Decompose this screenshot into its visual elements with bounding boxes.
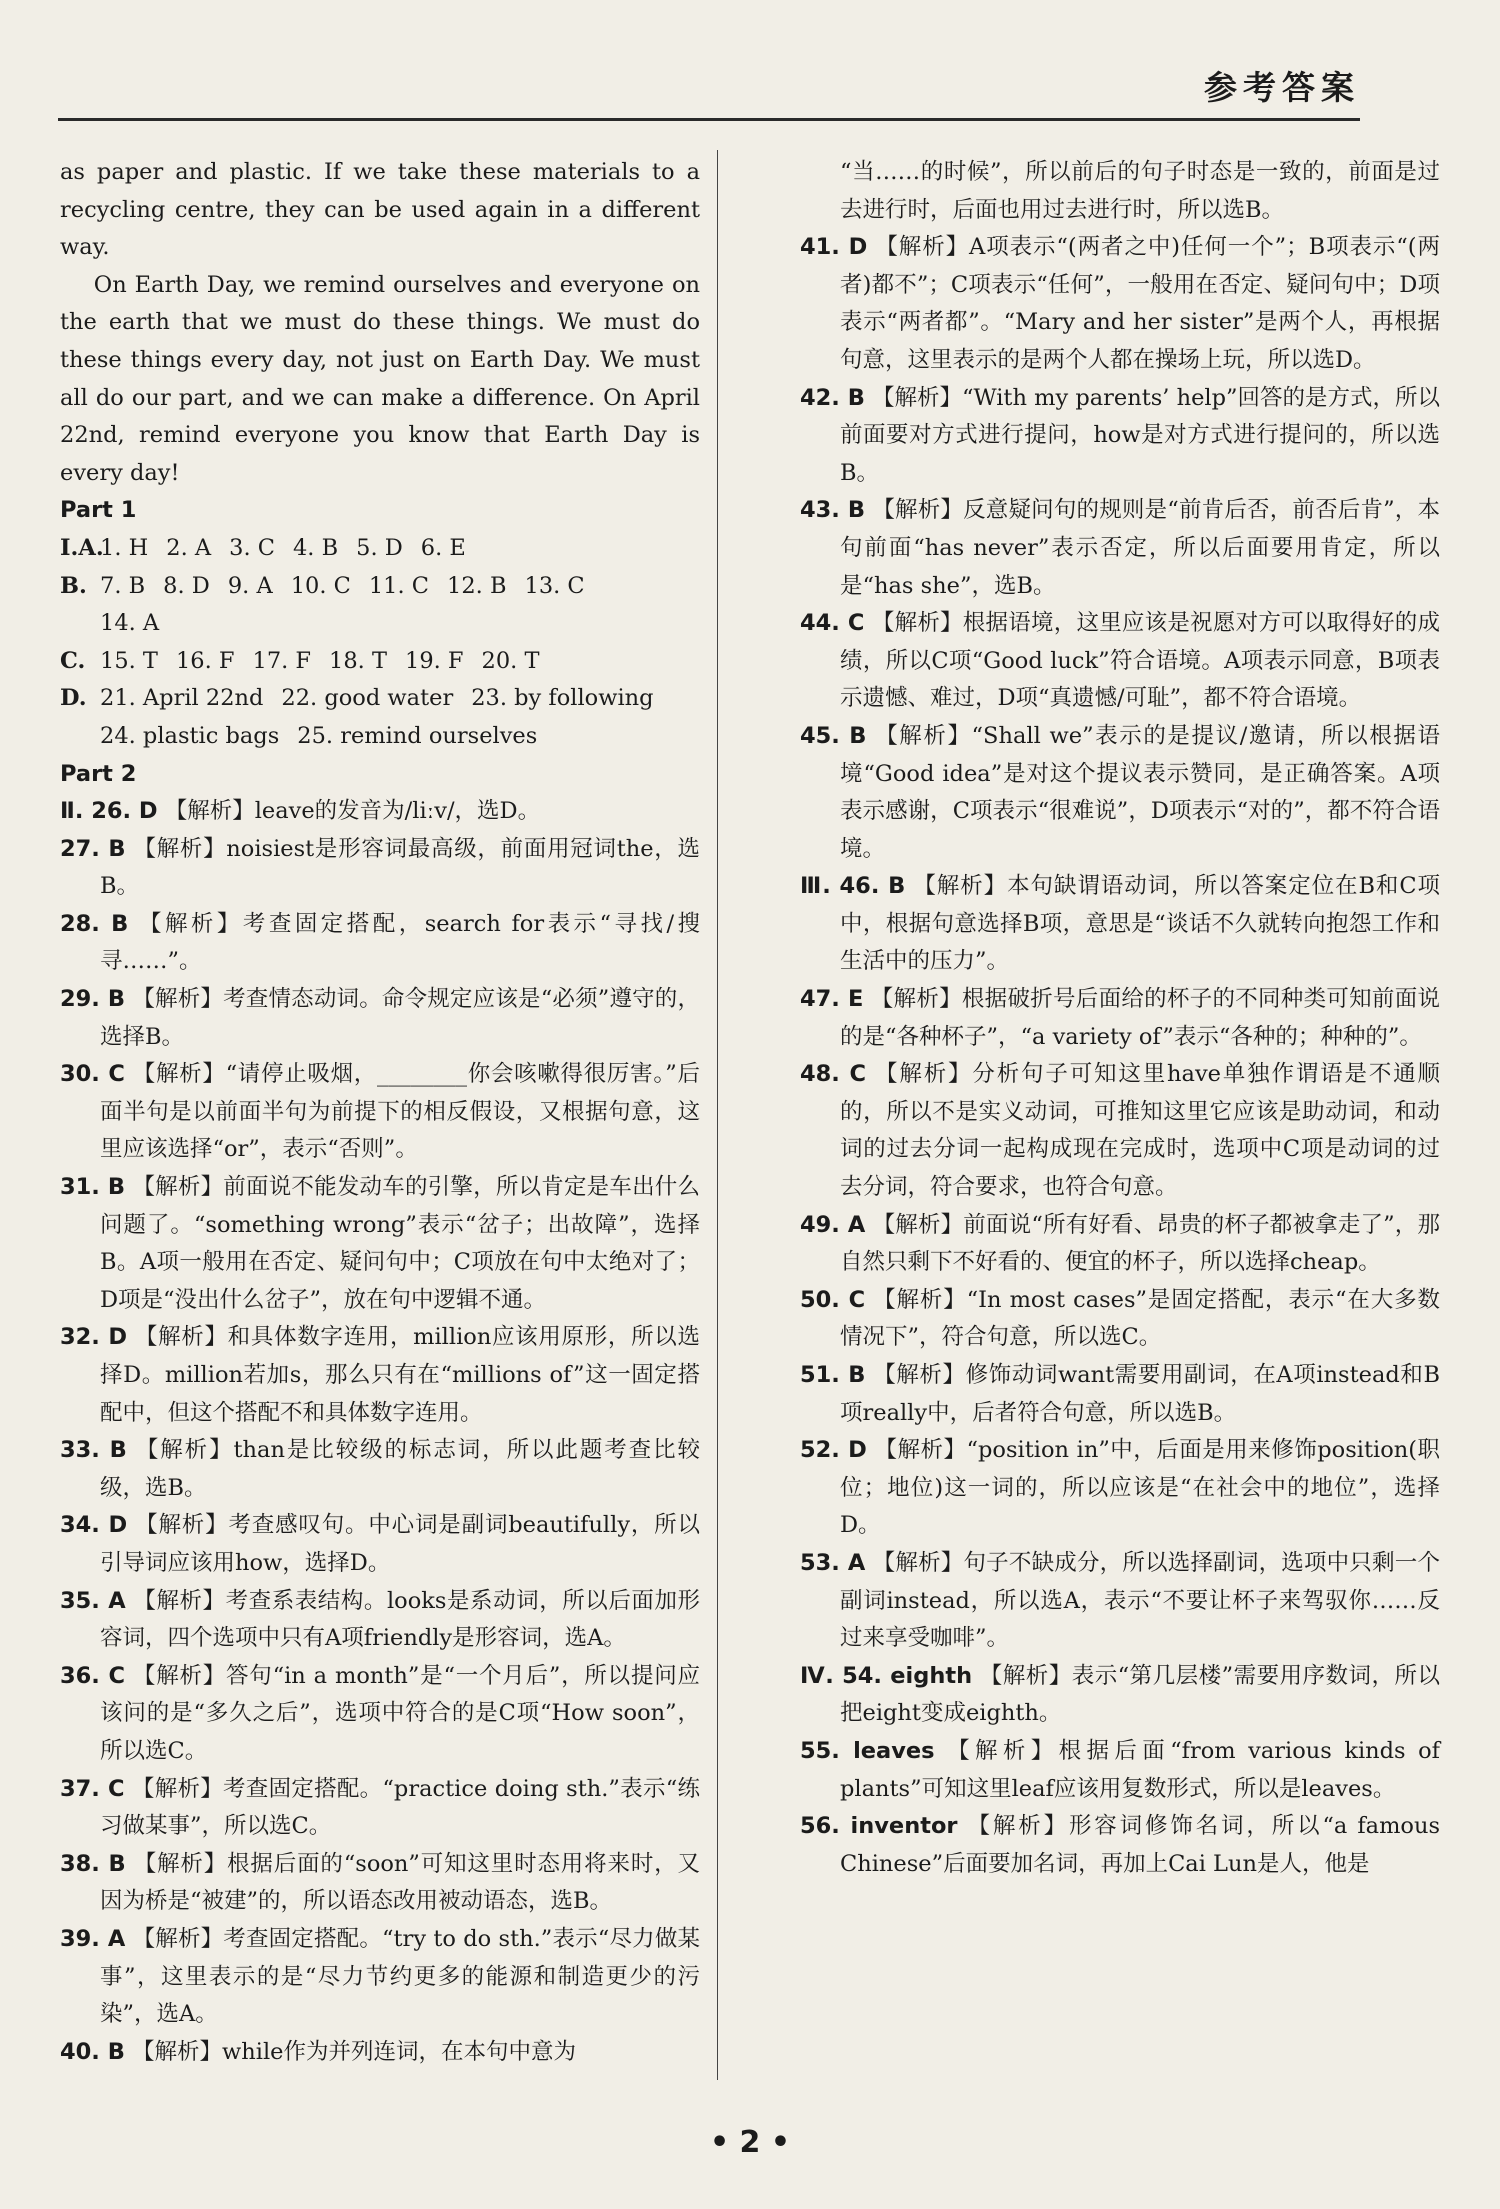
explanation-text: 【解析】反意疑问句的规则是“前肯后否，前否后肯”，本句前面“has never”表示否定，所以后面要用肯定，所以是“has she”，选B。 <box>840 497 1440 599</box>
section-label: C. <box>60 647 86 674</box>
explanation-text: 【解析】考查系表结构。looks是系动词，所以后面加形容词，四个选项中只有A项friendly是形容词，选A。 <box>100 1587 701 1652</box>
explanation-item <box>60 1169 700 1319</box>
left-column <box>60 154 700 2071</box>
explanation-text: 【解析】leave的发音为/liːv/，选D。 <box>164 798 541 825</box>
explanation-text: 【解析】“Shall we”表示的是提议/邀请，所以根据语境“Good idea”是对这个提议表示赞同，是正确答案。A项表示感谢，C项表示“很难说”，D项表示“对的”，都不符合语境。 <box>840 722 1441 862</box>
explanation-item <box>800 1658 1440 1733</box>
explanation-text: 【解析】修饰动词want需要用副词，在A项instead和B项really中，后者符合句意，所以选B。 <box>840 1362 1440 1426</box>
answer-cell: 16. F <box>175 647 235 674</box>
explanation-text: 【解析】考查感叹句。中心词是副词beautifully，所以引导词应该用how，选择D。 <box>100 1512 700 1576</box>
explanation-item <box>800 1282 1440 1357</box>
explanation-text: 【解析】本句缺谓语动词，所以答案定位在B和C项中，根据句意选择B项，意思是“谈话不久就转向抱怨工作和生活中的压力”。 <box>840 873 1440 975</box>
answer-cell: 9. A <box>227 572 273 599</box>
explanation-text: 【解析】“In most cases”是固定搭配，表示“在大多数情况下”，符合句意，所以选C。 <box>840 1286 1440 1351</box>
answer-cell: 6. E <box>420 534 466 561</box>
answer-row <box>60 680 700 718</box>
explanation-item <box>800 1432 1440 1545</box>
explanation-item <box>60 1507 700 1582</box>
explanation-text: 【解析】考查情态动词。命令规定应该是“必须”遵守的，选择B。 <box>100 986 700 1050</box>
answer-cell: 14. A <box>100 610 160 637</box>
answer-cell: 21. April 22nd <box>100 685 264 712</box>
explanation-item <box>800 1808 1440 1883</box>
explanation-item <box>60 1658 700 1771</box>
question-number: 45. B <box>800 722 867 749</box>
answer-cell: 3. C <box>229 534 275 561</box>
explanation-item <box>60 1583 700 1658</box>
explanation-text: 【解析】A项表示“(两者之中)任何一个”；B项表示“(两者)都不”；C项表示“任何”，一般用在否定、疑问句中；D项表示“两者都”。“Mary and her sister”是两个人，再根据句意，这里表示的是两个人都在操场上玩，所以选D。 <box>840 234 1441 373</box>
explanation-text: 【解析】答句“in a month”是“一个月后”，所以提问应该问的是“多久之后”，选项中符合的是C项“How soon”，所以选C。 <box>100 1662 700 1764</box>
question-number: 30. C <box>60 1061 125 1088</box>
answer-row <box>60 643 700 681</box>
explanation-item <box>60 831 700 906</box>
answer-cell: 11. C <box>368 572 430 599</box>
explanation-list <box>60 793 700 2071</box>
explanation-text: 【解析】根据后面的“soon”可知这里时态用将来时，又因为桥是“被建”的，所以语态改用被动语态，选B。 <box>100 1850 700 1915</box>
answer-row <box>60 605 700 643</box>
question-number: 29. B <box>60 986 126 1013</box>
header-rule <box>58 118 1360 121</box>
explanation-item <box>800 1357 1440 1432</box>
explanation-item <box>60 1771 700 1846</box>
answer-cell: 23. by following <box>471 685 654 712</box>
explanation-item <box>60 981 700 1056</box>
question-number: 36. C <box>60 1662 125 1689</box>
column-divider <box>717 150 718 2080</box>
question-number: 53. A <box>800 1549 866 1576</box>
answer-cell: 10. C <box>290 572 351 599</box>
explanation-item <box>800 380 1440 493</box>
explanation-text: 【解析】前面说“所有好看、昂贵的杯子都被拿走了”，那自然只剩下不好看的、便宜的杯子，所以选择cheap。 <box>840 1211 1440 1276</box>
part-heading: Part 1 <box>60 497 137 524</box>
answer-row <box>60 568 700 606</box>
explanation-item <box>800 492 1440 605</box>
question-number: 50. C <box>800 1286 866 1313</box>
explanation-item <box>60 1846 700 1921</box>
question-number: 47. E <box>800 986 864 1013</box>
question-number: 37. C <box>60 1775 125 1802</box>
explanation-text: 【解析】表示“第几层楼”需要用序数词，所以把eight变成eighth。 <box>840 1662 1440 1727</box>
question-number: 41. D <box>800 234 868 261</box>
explanation-text: 【解析】根据后面“from various kinds of plants”可知这里leaf应该用复数形式，所以是leaves。 <box>840 1737 1441 1802</box>
question-number: 33. B <box>60 1437 127 1464</box>
question-number: Ⅳ. 54. eighth <box>800 1662 973 1689</box>
explanation-text: 【解析】根据语境，这里应该是祝愿对方可以取得好的成绩，所以C项“Good luck”符合语境。A项表示同意，B项表示遗憾、难过，D项“真遗憾/可耻”，都不符合语境。 <box>840 610 1440 712</box>
answer-cell: 12. B <box>447 572 507 599</box>
section-label <box>60 605 100 643</box>
question-number: 27. B <box>60 835 126 862</box>
question-number: 34. D <box>60 1512 128 1539</box>
answer-cell: 2. A <box>166 534 212 561</box>
question-number: 49. A <box>800 1211 866 1238</box>
explanation-text: 【解析】“With my parents’ help”回答的是方式，所以前面要对方式进行提问，how是对方式进行提问的，所以选B。 <box>840 384 1440 486</box>
explanation-list <box>800 154 1440 1883</box>
answer-row <box>60 718 700 756</box>
explanation-item <box>60 793 700 831</box>
answer-cell: 8. D <box>163 572 210 599</box>
explanation-item <box>60 906 700 981</box>
explanation-item <box>60 1432 700 1507</box>
answer-cell: 5. D <box>356 534 403 561</box>
explanation-item <box>800 154 1440 229</box>
explanation-text: 【解析】句子不缺成分，所以选择副词，选项中只剩一个副词instead，所以选A，表示“不要让杯子来驾驭你……反过来享受咖啡”。 <box>840 1549 1440 1652</box>
explanation-text: 【解析】分析句子可知这里have单独作谓语是不通顺的，所以不是实义动词，可推知这里它应该是助动词，和动词的过去分词一起构成现在完成时，选项中C项是动词的过去分词，符合要求，也符合句意。 <box>840 1061 1440 1201</box>
question-number: 48. C <box>800 1061 867 1088</box>
question-number: 42. B <box>800 384 865 411</box>
part-heading: Part 2 <box>60 760 137 787</box>
explanation-item <box>800 605 1440 718</box>
question-number: 40. B <box>60 2038 125 2065</box>
answer-cell: 15. T <box>100 647 158 674</box>
answer-cell: 19. F <box>405 647 464 674</box>
explanation-item <box>60 1921 700 2034</box>
question-number: 44. C <box>800 610 865 637</box>
answer-cell: 25. remind ourselves <box>297 722 538 749</box>
explanation-text: 【解析】考查固定搭配，search for表示“寻找/搜寻……”。 <box>100 910 701 975</box>
explanation-item <box>60 2034 700 2072</box>
explanation-text: 【解析】考查固定搭配。“practice doing sth.”表示“练习做某事”，所以选C。 <box>100 1775 700 1840</box>
explanation-text: 【解析】根据破折号后面给的杯子的不同种类可知前面说的是“各种杯子”，“a variety of”表示“各种的；种种的”。 <box>840 986 1440 1050</box>
explanation-item <box>800 229 1440 379</box>
answer-cell: 18. T <box>329 647 387 674</box>
question-number: Ⅱ. 26. D <box>60 798 158 825</box>
explanation-text: 【解析】前面说不能发动车的引擎，所以肯定是车出什么问题了。“something wrong”表示“岔子；出故障”，选择B。A项一般用在否定、疑问句中；C项放在句中太绝对了；D项是“没出什么岔子”，放在句中逻辑不通。 <box>100 1174 701 1313</box>
answer-row <box>60 530 700 568</box>
question-number: 35. A <box>60 1587 126 1614</box>
explanation-item <box>800 1545 1440 1658</box>
explanation-text: 【解析】考查固定搭配。“try to do sth.”表示“尽力做某事”，这里表示的是“尽力节约更多的能源和制造更少的污染”，选A。 <box>100 1925 700 2028</box>
passage-paragraph: On Earth Day, we remind ourselves and everyone on the earth that we must do these things. We must do these things every day, not just on Earth Day. We must all do our part, and we can make a difference. On April 22nd, remind everyone you know that Earth Day is every day! <box>60 271 700 486</box>
section-label: Ⅰ.A. <box>60 534 104 561</box>
explanation-text: 【解析】than是比较级的标志词，所以此题考查比较级，选B。 <box>100 1437 700 1501</box>
section-label: B. <box>60 572 87 599</box>
question-number: 39. A <box>60 1925 126 1952</box>
passage-paragraph: as paper and plastic. If we take these materials to a recycling centre, they can be used again in a different way. <box>60 159 700 261</box>
answer-cell: 24. plastic bags <box>100 722 280 749</box>
section-label: D. <box>60 685 87 712</box>
explanation-item <box>800 981 1440 1056</box>
explanation-text: 【解析】while作为并列连词，在本句中意为 <box>132 2038 576 2065</box>
explanation-text: 【解析】noisiest是形容词最高级，前面用冠词the，选B。 <box>100 835 700 900</box>
explanation-item <box>800 718 1440 868</box>
question-number: 55. leaves <box>800 1737 935 1764</box>
explanation-item <box>800 1733 1440 1808</box>
section-label <box>60 718 100 756</box>
explanation-text: 【解析】“position in”中，后面是用来修饰position(职位；地位)这一词的，所以应该是“在社会中的地位”，选择D。 <box>840 1437 1441 1539</box>
answer-cell: 20. T <box>481 647 540 674</box>
page-header-title: 参考答案 <box>1204 68 1360 107</box>
answer-grid <box>60 530 700 756</box>
answer-cell: 17. F <box>252 647 312 674</box>
question-number: 31. B <box>60 1174 126 1201</box>
right-column <box>800 154 1440 1883</box>
explanation-text: 【解析】“请停止吸烟，________你会咳嗽得很厉害。”后面半句是以前面半句为前提下的相反假设，又根据句意，这里应该选择“or”，表示“否则”。 <box>100 1061 700 1163</box>
explanation-item <box>800 868 1440 981</box>
question-number: 38. B <box>60 1850 126 1877</box>
answer-cell: 13. C <box>524 572 585 599</box>
answer-cell: 4. B <box>292 534 339 561</box>
question-number: 51. B <box>800 1362 866 1388</box>
explanation-text: “当……的时候”，所以前后的句子时态是一致的，前面是过去进行时，后面也用过去进行时，所以选B。 <box>840 159 1440 223</box>
answer-cell: 22. good water <box>281 685 454 712</box>
question-number: 43. B <box>800 497 866 524</box>
explanation-item <box>800 1056 1440 1206</box>
question-number: 32. D <box>60 1324 128 1351</box>
page-number: • 2 • <box>709 2125 791 2160</box>
explanation-text: 【解析】和具体数字连用，million应该用原形，所以选择D。million若加s，那么只有在“millions of”这一固定搭配中，但这个搭配不和具体数字连用。 <box>100 1324 700 1426</box>
explanation-text: 【解析】形容词修饰名词，所以“a famous Chinese”后面要加名词，再加上Cai Lun是人，他是 <box>840 1813 1441 1877</box>
answer-cell: 7. B <box>100 572 146 599</box>
question-number: 52. D <box>800 1437 867 1464</box>
question-number: Ⅲ. 46. B <box>800 873 906 900</box>
explanation-item <box>60 1056 700 1169</box>
answer-cell: 1. H <box>100 534 149 561</box>
question-number: 56. inventor <box>800 1813 958 1840</box>
explanation-item <box>60 1319 700 1432</box>
question-number: 28. B <box>60 910 129 937</box>
explanation-item <box>800 1207 1440 1282</box>
